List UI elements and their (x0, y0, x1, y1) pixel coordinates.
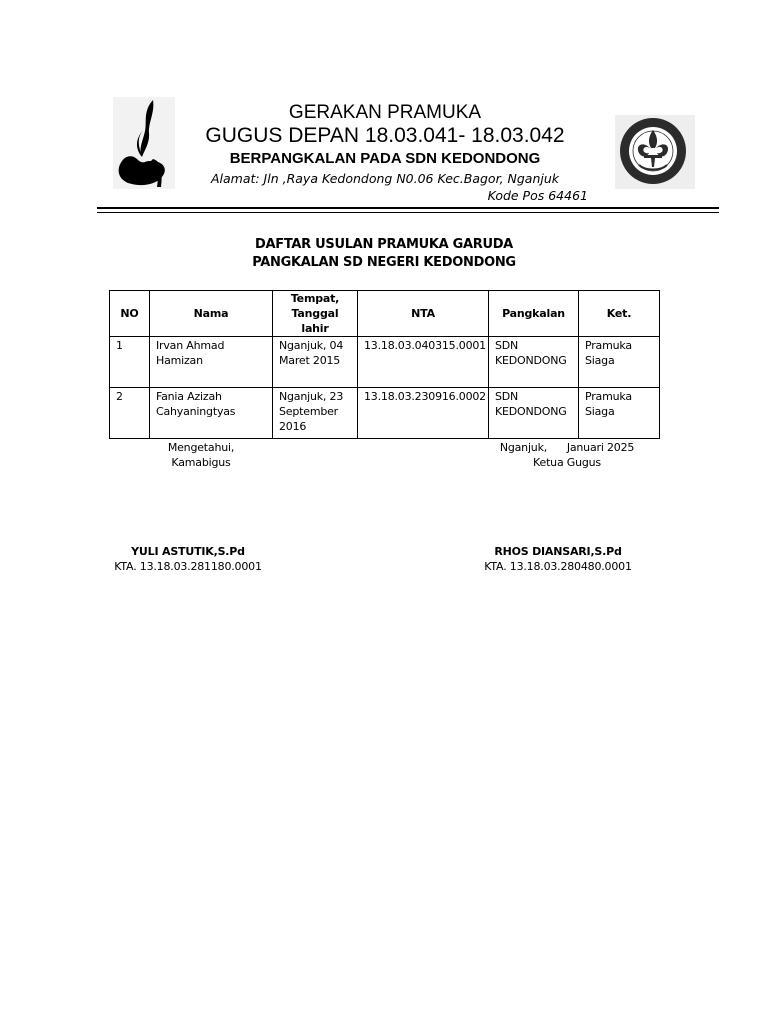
candidate-table (109, 290, 660, 439)
cell-nama-line2: Hamizan (156, 354, 203, 367)
left-signature-caption (108, 440, 294, 470)
left-signatory-name: YULI ASTUTIK,S.Pd (131, 545, 245, 558)
postal-code-line: Kode Pos 64461 (487, 188, 588, 203)
right-signatory (468, 544, 648, 574)
cell-nta: 13.18.03.040315.0001 (358, 337, 489, 388)
cell-tempat-tanggal-lahir (273, 337, 358, 388)
cell-no: 1 (110, 337, 150, 388)
header-ttl-line2: Tanggal lahir (291, 307, 339, 335)
letterhead-divider-thin (97, 212, 719, 213)
cell-nama (150, 388, 273, 439)
scout-emblem-icon (615, 115, 695, 189)
cell-pangkalan-line2: KEDONDONG (495, 354, 567, 367)
header-ttl-line1: Tempat, (290, 292, 340, 305)
cell-nama-line1: Irvan Ahmad (156, 339, 225, 352)
right-signatory-kta: KTA. 13.18.03.280480.0001 (484, 560, 632, 573)
cell-ket-line1: Pramuka (585, 390, 632, 403)
column-header-nama: Nama (150, 291, 273, 337)
column-header-tempat-tanggal-lahir (273, 291, 358, 337)
column-header-nta: NTA (358, 291, 489, 337)
cell-tempat-tanggal-lahir (273, 388, 358, 439)
cell-pangkalan-line1: SDN (495, 390, 519, 403)
document-subtitle: PANGKALAN SD NEGERI KEDONDONG (252, 255, 516, 270)
letterhead-divider-thick (97, 207, 719, 209)
cell-pangkalan (489, 388, 579, 439)
column-header-no: NO (110, 291, 150, 337)
cell-pangkalan-line2: KEDONDONG (495, 405, 567, 418)
left-caption-mengetahui: Mengetahui, (167, 441, 235, 454)
right-caption-role: Ketua Gugus (533, 456, 601, 469)
cell-nama-line2: Cahyaningtyas (156, 405, 236, 418)
table-row (110, 337, 660, 388)
column-header-pangkalan: Pangkalan (489, 291, 579, 337)
left-caption-role: Kamabigus (171, 456, 231, 469)
table-row (110, 388, 660, 439)
right-place-date: Nganjuk, Januari 2025 (499, 441, 635, 454)
cell-pangkalan (489, 337, 579, 388)
cell-ttl-line2: September (279, 405, 339, 418)
cell-ket-line2: Siaga (585, 405, 615, 418)
cell-nama (150, 337, 273, 388)
cell-ket (579, 388, 660, 439)
cell-nta: 13.18.03.230916.0002 (358, 388, 489, 439)
right-signatory-name: RHOS DIANSARI,S.Pd (494, 545, 622, 558)
cell-ttl-line1: Nganjuk, 23 (279, 390, 344, 403)
organization-name: GERAKAN PRAMUKA (288, 102, 482, 123)
gugus-depan-heading: GUGUS DEPAN 18.03.041- 18.03.042 (205, 124, 565, 147)
left-signatory-kta: KTA. 13.18.03.281180.0001 (114, 560, 262, 573)
cell-nama-line1: Fania Azizah (156, 390, 222, 403)
right-signature-caption (474, 440, 660, 470)
column-header-ket: Ket. (579, 291, 660, 337)
cell-ket-line1: Pramuka (585, 339, 632, 352)
cell-ttl-line3: 2016 (279, 420, 307, 433)
cell-pangkalan-line1: SDN (495, 339, 519, 352)
cell-ttl-line2: Maret 2015 (279, 354, 341, 367)
cell-ket-line2: Siaga (585, 354, 615, 367)
cell-ket (579, 337, 660, 388)
left-signatory (98, 544, 278, 574)
table-header-row (110, 291, 660, 337)
cell-ttl-line1: Nganjuk, 04 (279, 339, 344, 352)
base-school-heading: BERPANGKALAN PADA SDN KEDONDONG (229, 150, 541, 167)
address-line: Alamat: Jln ,Raya Kedondong N0.06 Kec.Bagor, Nganjuk (210, 171, 560, 186)
document-title: DAFTAR USULAN PRAMUKA GARUDA (255, 237, 513, 252)
cell-no: 2 (110, 388, 150, 439)
